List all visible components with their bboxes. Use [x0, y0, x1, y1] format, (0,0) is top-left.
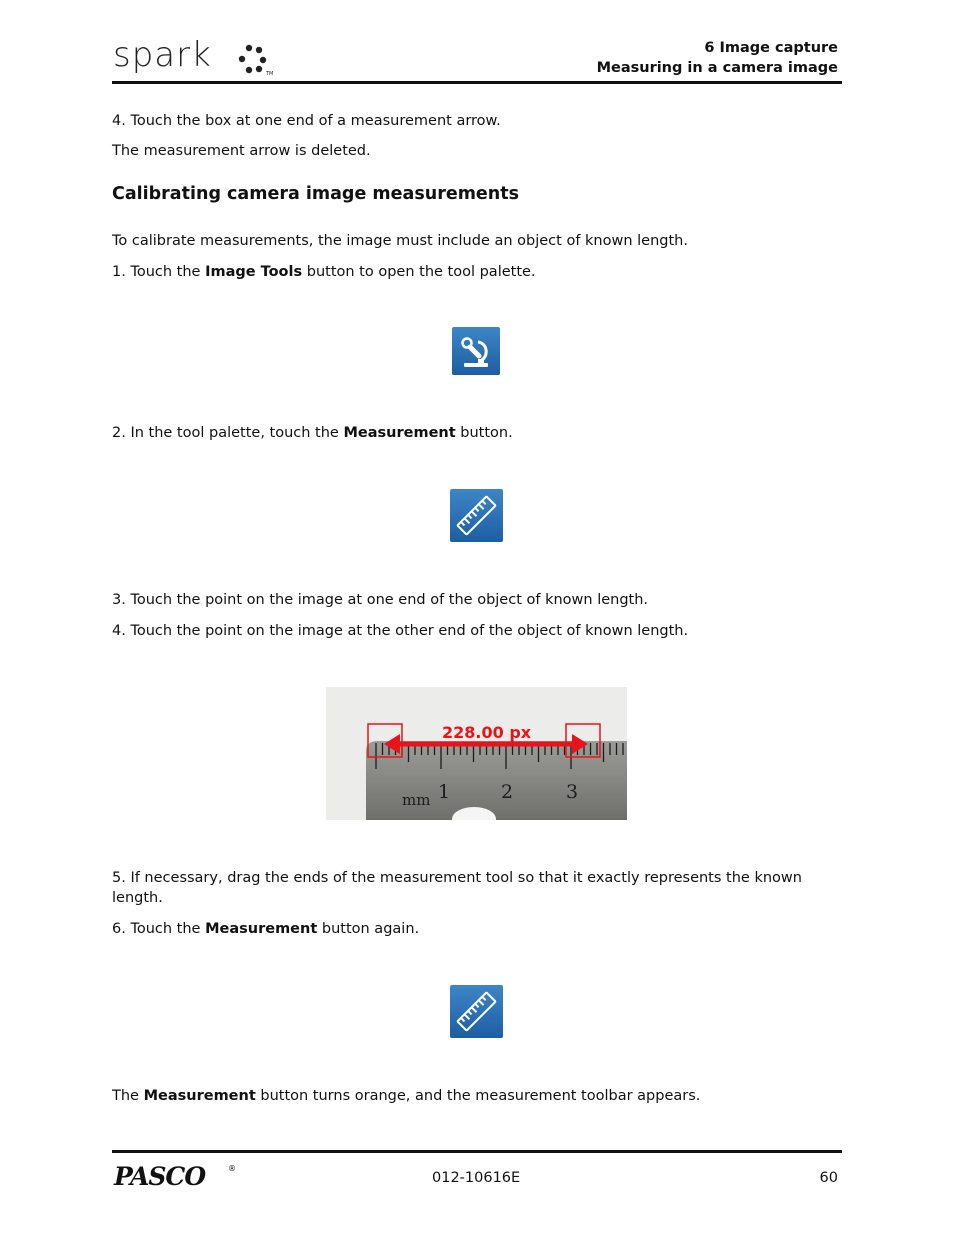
section-heading: Calibrating camera image measurements	[112, 184, 520, 204]
step-6: 6. Touch the Measurement button again.	[112, 921, 420, 937]
ruler-photo	[326, 687, 627, 820]
arrow-deleted-note: The measurement arrow is deleted.	[112, 143, 371, 159]
svg-text:TM: TM	[266, 71, 274, 76]
header-chapter: 6 Image capture	[704, 40, 838, 56]
step-1: 1. Touch the Image Tools button to open the tool palette.	[112, 264, 536, 280]
unit-label: mm	[402, 791, 431, 809]
step-2: 2. In the tool palette, touch the Measurement button.	[112, 425, 513, 441]
footer-rule	[112, 1150, 842, 1153]
spark-dots-icon	[237, 42, 277, 76]
pasco-logo: PASCO ®	[114, 1162, 236, 1191]
header-rule	[112, 81, 842, 84]
doc-number: 012-10616E	[432, 1170, 521, 1186]
step-4: 4. Touch the point on the image at the other end of the object of known length.	[112, 623, 689, 639]
step-5: 5. If necessary, drag the ends of the measurement tool so that it exactly represents the known length.	[112, 870, 802, 906]
page-number: 60	[819, 1170, 838, 1186]
spark-logo: spark TM	[113, 38, 278, 78]
tick-label-3: 3	[566, 781, 579, 803]
tick-label-2: 2	[501, 781, 514, 803]
measurement-button-again[interactable]	[450, 985, 503, 1038]
measurement-label: 228.00 px	[442, 723, 532, 742]
header-section: Measuring in a camera image	[596, 60, 838, 76]
measurement-button[interactable]	[450, 489, 503, 542]
step-touch-box: 4. Touch the box at one end of a measurement arrow.	[112, 113, 501, 129]
image-tools-button[interactable]	[452, 327, 500, 375]
intro-text: To calibrate measurements, the image must include an object of known length.	[112, 233, 688, 249]
step-3: 3. Touch the point on the image at one end of the object of known length.	[112, 592, 649, 608]
tick-label-1: 1	[438, 781, 451, 803]
final-note: The Measurement button turns orange, and the measurement toolbar appears.	[112, 1088, 701, 1104]
